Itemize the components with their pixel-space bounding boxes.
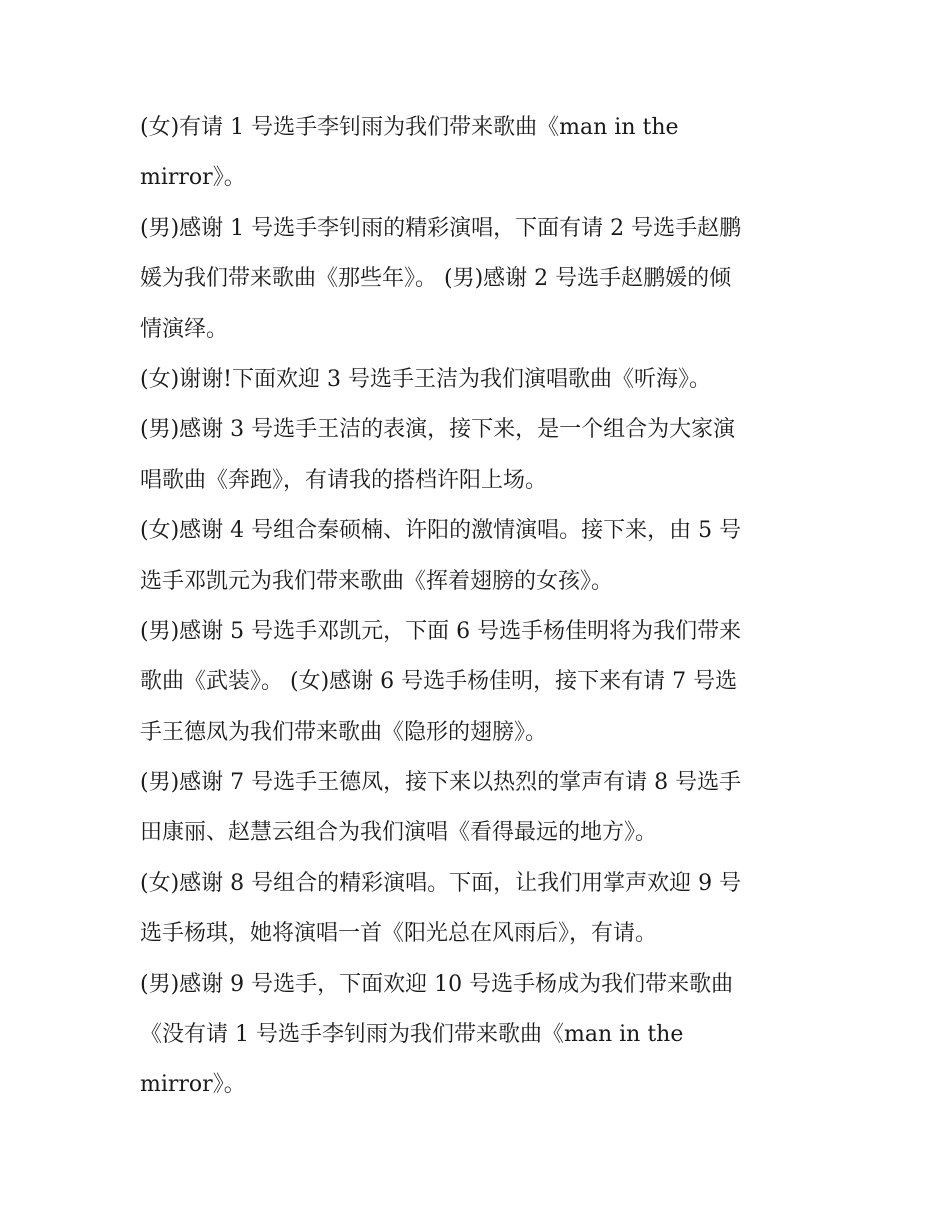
paragraph (140, 758, 820, 859)
text-line: 《没有请 1 号选手李钊雨为我们带来歌曲《man in the (140, 1022, 684, 1048)
text-line: 手王德凤为我们带来歌曲《隐形的翅膀》。 (140, 719, 548, 745)
text-line: mirror》。 (140, 165, 246, 191)
text-line: 唱歌曲《奔跑》，有请我的搭档许阳上场。 (140, 467, 548, 493)
text-line: (男)感谢 5 号选手邓凯元，下面 6 号选手杨佳明将为我们带来 (140, 618, 742, 644)
text-line: (男)感谢 3 号选手王洁的表演，接下来，是一个组合为大家演 (140, 417, 736, 443)
text-line: 媛为我们带来歌曲《那些年》。 (男)感谢 2 号选手赵鹏媛的倾 (140, 266, 732, 292)
document-body (140, 103, 820, 1111)
text-line: (男)感谢 7 号选手王德凤，接下来以热烈的掌声有请 8 号选手 (140, 770, 742, 796)
text-line: mirror》。 (140, 1072, 246, 1098)
text-line: 选手杨琪，她将演唱一首《阳光总在风雨后》，有请。 (140, 921, 658, 947)
paragraph (140, 405, 820, 506)
paragraph (140, 103, 820, 204)
text-line: (男)感谢 1 号选手李钊雨的精彩演唱，下面有请 2 号选手赵鹏 (140, 215, 742, 241)
text-line: 田康丽、赵慧云组合为我们演唱《看得最远的地方》。 (140, 820, 658, 846)
paragraph (140, 859, 820, 960)
paragraph (140, 355, 820, 405)
paragraph (140, 506, 820, 607)
paragraph (140, 204, 820, 355)
paragraph (140, 607, 820, 758)
text-line: (女)谢谢!下面欢迎 3 号选手王洁为我们演唱歌曲《听海》。 (140, 366, 711, 392)
text-line: (女)感谢 8 号组合的精彩演唱。下面，让我们用掌声欢迎 9 号 (140, 870, 742, 896)
text-line: 情演绎。 (140, 316, 229, 342)
text-line: 歌曲《武装》。 (女)感谢 6 号选手杨佳明，接下来有请 7 号选 (140, 669, 738, 695)
paragraph (140, 960, 820, 1111)
text-line: (女)感谢 4 号组合秦硕楠、许阳的激情演唱。接下来，由 5 号 (140, 518, 742, 544)
text-line: (女)有请 1 号选手李钊雨为我们带来歌曲《man in the (140, 115, 679, 140)
text-line: 选手邓凯元为我们带来歌曲《挥着翅膀的女孩》。 (140, 568, 614, 594)
text-line: (男)感谢 9 号选手，下面欢迎 10 号选手杨成为我们带来歌曲 (140, 971, 734, 997)
